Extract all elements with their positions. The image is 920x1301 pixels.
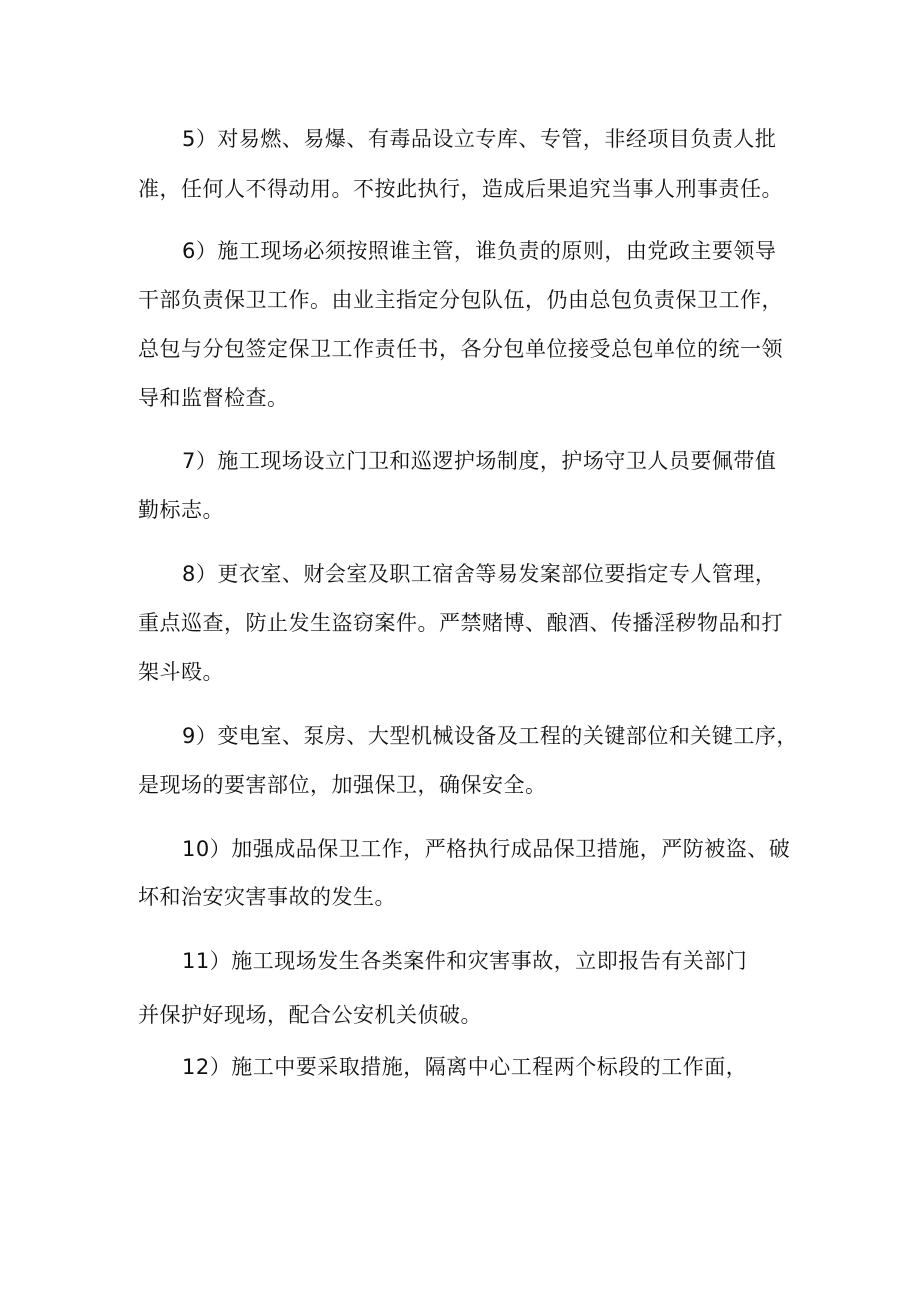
- paragraph-6-line-1: 6）施工现场必须按照谁主管，谁负责的原则，由党政主要领导: [182, 239, 777, 263]
- paragraph-10-line-1: 10）加强成品保卫工作，严格执行成品保卫措施，严防被盗、破: [182, 837, 791, 861]
- paragraph-11-line-1: 11）施工现场发生各类案件和灾害事故，立即报告有关部门: [182, 949, 748, 973]
- paragraph-11-line-2: 并保护好现场，配合公安机关侦破。: [138, 1003, 482, 1027]
- paragraph-7-line-1: 7）施工现场设立门卫和巡逻护场制度，护场守卫人员要佩带值: [182, 449, 777, 473]
- paragraph-8-line-2: 重点巡查，防止发生盗窃案件。严禁赌博、酿酒、传播淫秽物品和打: [138, 611, 783, 635]
- paragraph-5-line-1: 5）对易燃、易爆、有毒品设立专库、专管，非经项目负责人批: [182, 127, 777, 151]
- paragraph-9-line-1: 9）变电室、泵房、大型机械设备及工程的关键部位和关键工序，: [182, 724, 798, 748]
- paragraph-5-line-2: 准，任何人不得动用。不按此执行，造成后果追究当事人刑事责任。: [138, 177, 783, 201]
- paragraph-12-line-1: 12）施工中要采取措施，隔离中心工程两个标段的工作面，: [182, 1055, 748, 1079]
- paragraph-8-line-3: 架斗殴。: [138, 660, 224, 684]
- paragraph-10-line-2: 坏和治安灾害事故的发生。: [138, 885, 396, 909]
- paragraph-8-line-1: 8）更衣室、财会室及职工宿舍等易发案部位要指定专人管理，: [182, 562, 777, 586]
- paragraph-6-line-4: 导和监督检查。: [138, 386, 289, 410]
- paragraph-6-line-2: 干部负责保卫工作。由业主指定分包队伍，仍由总包负责保卫工作，: [138, 288, 783, 312]
- paragraph-7-line-2: 勤标志。: [138, 498, 224, 522]
- paragraph-6-line-3: 总包与分包签定保卫工作责任书，各分包单位接受总包单位的统一领: [138, 337, 783, 361]
- paragraph-9-line-2: 是现场的要害部位，加强保卫，确保安全。: [138, 773, 547, 797]
